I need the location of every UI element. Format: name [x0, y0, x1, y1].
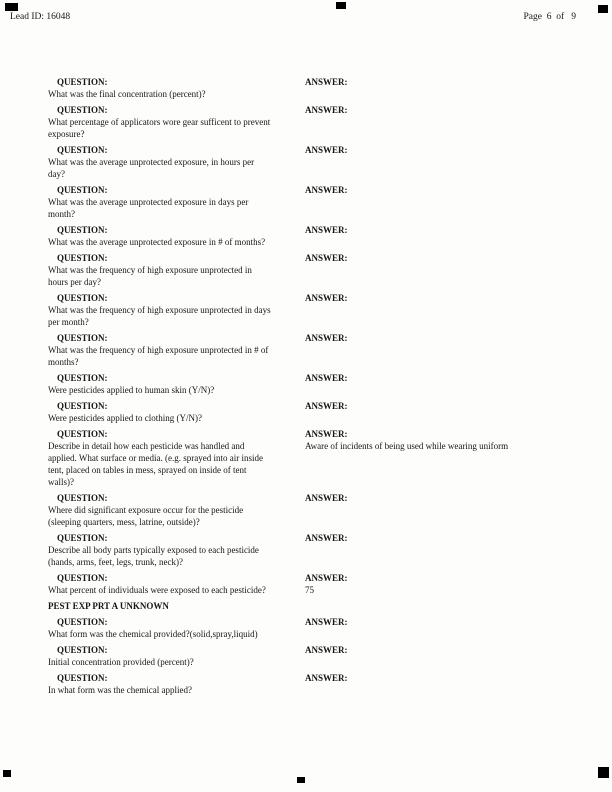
qa-block	[48, 492, 564, 528]
question-text: Describe all body parts typically exposed to each pesticide (hands, arms, feet, legs, trunk, neck)?	[48, 545, 259, 567]
answer-column	[305, 532, 564, 568]
lead-id: Lead ID: 16048	[10, 12, 71, 22]
qa-block	[48, 252, 564, 288]
qa-block	[48, 372, 564, 396]
answer-label: ANSWER:	[305, 185, 348, 195]
question-text: What was the frequency of high exposure unprotected in days per month?	[48, 305, 271, 327]
answer-label: ANSWER:	[305, 253, 348, 263]
qa-block	[48, 672, 564, 696]
question-column	[48, 76, 305, 100]
answer-label: ANSWER:	[305, 225, 348, 235]
answer-column	[305, 224, 564, 248]
answer-column	[305, 492, 564, 528]
qa-block	[48, 616, 564, 640]
answer-label: ANSWER:	[305, 533, 348, 543]
section-header: PEST EXP PRT A UNKNOWN	[48, 601, 169, 611]
question-column	[48, 644, 305, 668]
scan-mark-bottom-left	[3, 770, 11, 777]
question-label: QUESTION:	[57, 645, 108, 655]
scan-mark-top-right	[598, 5, 608, 13]
answer-column	[305, 428, 564, 488]
answer-column	[305, 672, 564, 696]
qa-block	[48, 532, 564, 568]
question-text: Where did significant exposure occur for the pesticide (sleeping quarters, mess, latrine, outside)?	[48, 505, 244, 527]
scan-mark-bottom-center	[297, 777, 305, 783]
answer-label: ANSWER:	[305, 293, 348, 303]
answer-column	[305, 400, 564, 424]
question-column	[48, 492, 305, 528]
question-text: What was the frequency of high exposure unprotected in # of months?	[48, 345, 269, 367]
question-label: QUESTION:	[57, 77, 108, 87]
question-text: What was the average unprotected exposure in # of months?	[48, 237, 266, 247]
question-label: QUESTION:	[57, 617, 108, 627]
qa-block	[48, 400, 564, 424]
answer-column	[305, 332, 564, 368]
question-text: What was the frequency of high exposure unprotected in hours per day?	[48, 265, 252, 287]
question-text: What was the final concentration (percent)?	[48, 89, 206, 99]
question-column	[48, 224, 305, 248]
question-column	[48, 616, 305, 640]
question-label: QUESTION:	[57, 333, 108, 343]
answer-label: ANSWER:	[305, 333, 348, 343]
answer-column	[305, 184, 564, 220]
question-label: QUESTION:	[57, 673, 108, 683]
qa-block	[48, 572, 564, 596]
answer-text: 75	[305, 585, 314, 595]
qa-block	[48, 292, 564, 328]
question-column	[48, 672, 305, 696]
question-column	[48, 372, 305, 396]
scan-mark-top-center	[336, 2, 346, 9]
question-column	[48, 428, 305, 488]
qa-block	[48, 104, 564, 140]
answer-column	[305, 76, 564, 100]
question-label: QUESTION:	[57, 253, 108, 263]
question-label: QUESTION:	[57, 145, 108, 155]
question-label: QUESTION:	[57, 573, 108, 583]
answer-column	[305, 644, 564, 668]
answer-label: ANSWER:	[305, 77, 348, 87]
question-label: QUESTION:	[57, 105, 108, 115]
answer-label: ANSWER:	[305, 105, 348, 115]
question-label: QUESTION:	[57, 293, 108, 303]
question-label: QUESTION:	[57, 429, 108, 439]
question-text: What form was the chemical provided?(solid,spray,liquid)	[48, 629, 258, 639]
question-column	[48, 332, 305, 368]
page-number: Page 6 of 9	[523, 12, 576, 22]
answer-label: ANSWER:	[305, 493, 348, 503]
answer-column	[305, 104, 564, 140]
answer-label: ANSWER:	[305, 617, 348, 627]
answer-label: ANSWER:	[305, 645, 348, 655]
question-label: QUESTION:	[57, 373, 108, 383]
question-text: What was the average unprotected exposure in days per month?	[48, 197, 249, 219]
qa-block	[48, 184, 564, 220]
question-text: What percent of individuals were exposed to each pesticide?	[48, 585, 266, 595]
qa-block	[48, 76, 564, 100]
answer-column	[305, 252, 564, 288]
question-column	[48, 292, 305, 328]
answer-label: ANSWER:	[305, 573, 348, 583]
question-label: QUESTION:	[57, 493, 108, 503]
answer-column	[305, 372, 564, 396]
answer-label: ANSWER:	[305, 373, 348, 383]
answer-label: ANSWER:	[305, 145, 348, 155]
qa-block	[48, 644, 564, 668]
answer-column	[305, 292, 564, 328]
question-label: QUESTION:	[57, 185, 108, 195]
question-text: Describe in detail how each pesticide was handled and applied. What surface or media. (e.g. sprayed into air inside tent, placed on tables in mess, sprayed on inside of tent walls)?	[48, 441, 264, 487]
qa-block	[48, 428, 564, 488]
qa-block	[48, 332, 564, 368]
answer-label: ANSWER:	[305, 401, 348, 411]
answer-column	[305, 572, 564, 596]
question-text: What was the average unprotected exposure, in hours per day?	[48, 157, 255, 179]
question-column	[48, 104, 305, 140]
question-column	[48, 144, 305, 180]
qa-list	[48, 76, 564, 700]
question-text: In what form was the chemical applied?	[48, 685, 192, 695]
answer-column	[305, 616, 564, 640]
answer-column	[305, 144, 564, 180]
question-text: What percentage of applicators wore gear sufficent to prevent exposure?	[48, 117, 271, 139]
question-label: QUESTION:	[57, 401, 108, 411]
answer-label: ANSWER:	[305, 429, 348, 439]
question-text: Were pesticides applied to clothing (Y/N)?	[48, 413, 202, 423]
answer-text: Aware of incidents of being used while wearing uniform	[305, 441, 509, 451]
question-text: Initial concentration provided (percent)?	[48, 657, 194, 667]
question-column	[48, 400, 305, 424]
answer-label: ANSWER:	[305, 673, 348, 683]
question-column	[48, 184, 305, 220]
question-text: Were pesticides applied to human skin (Y/N)?	[48, 385, 215, 395]
qa-block	[48, 224, 564, 248]
question-column	[48, 252, 305, 288]
question-column	[48, 532, 305, 568]
scan-mark-top-left	[5, 3, 18, 11]
question-label: QUESTION:	[57, 533, 108, 543]
question-column	[48, 572, 305, 596]
scan-mark-bottom-right	[598, 767, 609, 778]
question-label: QUESTION:	[57, 225, 108, 235]
qa-block	[48, 144, 564, 180]
